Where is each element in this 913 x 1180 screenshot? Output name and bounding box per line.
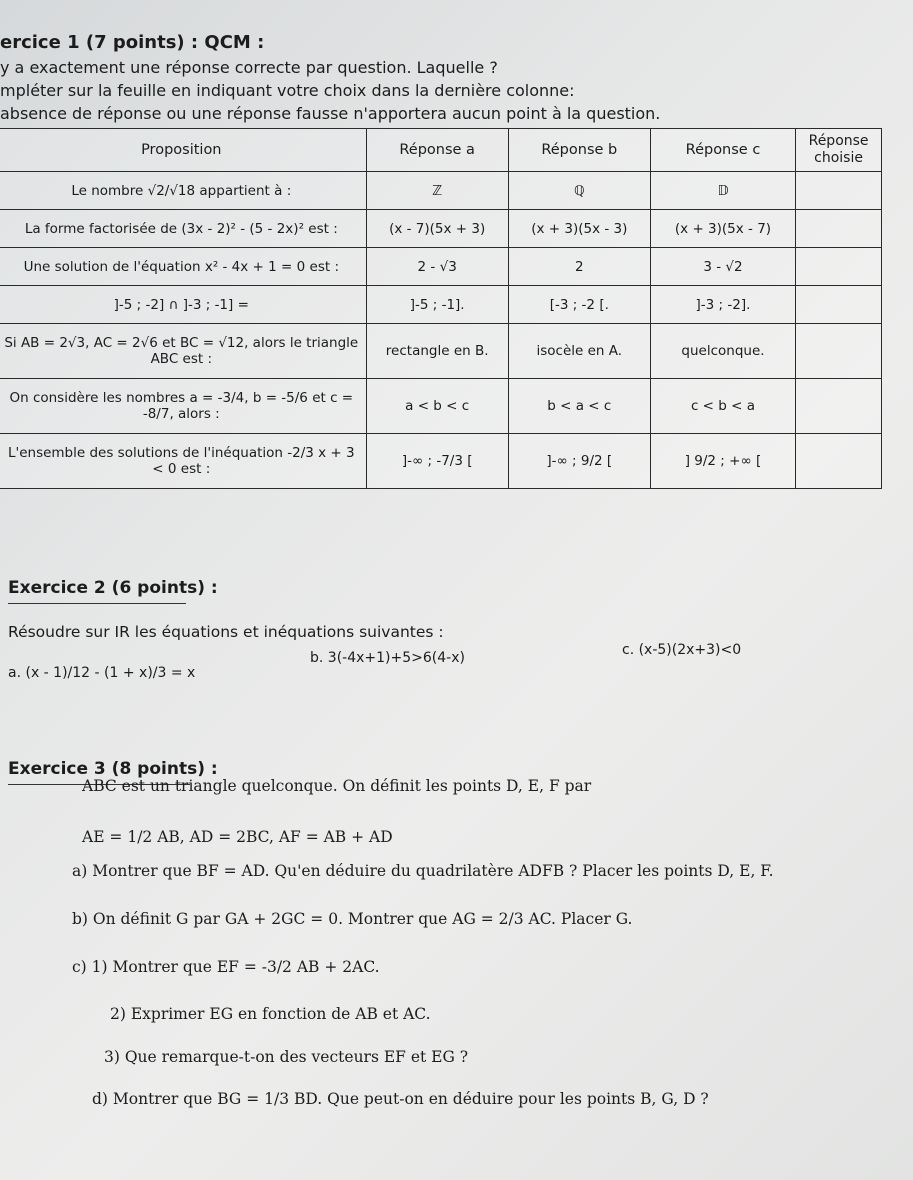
answer-c-cell: 𝔻 (650, 172, 795, 210)
answer-b-cell: 2 (508, 248, 650, 286)
qcm-table (0, 128, 882, 489)
header-answer-a: Réponse a (366, 129, 508, 172)
answer-a-cell: rectangle en B. (366, 324, 508, 379)
exercise-2-intro: Résoudre sur IR les équations et inéquations suivantes : (8, 623, 444, 641)
header-proposition: Proposition (0, 129, 366, 172)
choice-cell[interactable] (796, 434, 882, 489)
table-row (0, 324, 882, 379)
table-row (0, 379, 882, 434)
answer-b-cell: isocèle en A. (508, 324, 650, 379)
exercise-1-line-1: y a exactement une réponse correcte par question. Laquelle ? (0, 58, 498, 77)
answer-b-cell: [-3 ; -2 [. (508, 286, 650, 324)
exercise-2-item-b: b. 3(-4x+1)+5>6(4-x) (310, 650, 465, 666)
question-cell: L'ensemble des solutions de l'inéquation -2/3 x + 3 < 0 est : (0, 434, 366, 489)
exercise-3-definitions: AE = 1/2 AB, AD = 2BC, AF = AB + AD (82, 828, 393, 846)
exercise-3-question-a: a) Montrer que BF = AD. Qu'en déduire du quadrilatère ADFB ? Placer les points D, E, F. (72, 862, 774, 880)
exercise-3-question-d: d) Montrer que BG = 1/3 BD. Que peut-on en déduire pour les points B, G, D ? (92, 1090, 709, 1108)
answer-a-cell: a < b < c (366, 379, 508, 434)
answer-b-cell: ℚ (508, 172, 650, 210)
choice-cell[interactable] (796, 172, 882, 210)
answer-a-cell: 2 - √3 (366, 248, 508, 286)
question-cell: Une solution de l'équation x² - 4x + 1 = 0 est : (0, 248, 366, 286)
exercise-3-title (8, 759, 218, 779)
exercise-2-title (8, 578, 218, 598)
question-cell: ]-5 ; -2] ∩ ]-3 ; -1] = (0, 286, 366, 324)
answer-a-cell: ]-5 ; -1]. (366, 286, 508, 324)
answer-c-cell: c < b < a (650, 379, 795, 434)
header-chosen-answer: Réponse choisie (796, 129, 882, 172)
exercise-1-line-3: absence de réponse ou une réponse fausse n'apportera aucun point à la question. (0, 104, 661, 123)
header-answer-b: Réponse b (508, 129, 650, 172)
exercise-3-question-c1: c) 1) Montrer que EF = -3/2 AB + 2AC. (72, 958, 380, 976)
choice-cell[interactable] (796, 210, 882, 248)
table-row (0, 434, 882, 489)
exercise-2-underline (8, 603, 186, 604)
exercise-2-item-a: a. (x - 1)/12 - (1 + x)/3 = x (8, 665, 196, 681)
answer-c-cell: 3 - √2 (650, 248, 795, 286)
table-row (0, 172, 882, 210)
exercise-3-heading: Exercice 3 (8 points) : (8, 759, 218, 779)
question-cell: Si AB = 2√3, AC = 2√6 et BC = √12, alors le triangle ABC est : (0, 324, 366, 379)
answer-c-cell: (x + 3)(5x - 7) (650, 210, 795, 248)
exercise-3-question-c3: 3) Que remarque-t-on des vecteurs EF et EG ? (104, 1048, 469, 1066)
answer-b-cell: ]-∞ ; 9/2 [ (508, 434, 650, 489)
answer-a-cell: ]-∞ ; -7/3 [ (366, 434, 508, 489)
exercise-1-title: ercice 1 (7 points) : QCM : (0, 32, 265, 53)
exercise-3-intro: ABC est un triangle quelconque. On définit les points D, E, F par (82, 777, 592, 795)
question-cell: La forme factorisée de (3x - 2)² - (5 - 2x)² est : (0, 210, 366, 248)
header-answer-c: Réponse c (650, 129, 795, 172)
choice-cell[interactable] (796, 324, 882, 379)
answer-b-cell: b < a < c (508, 379, 650, 434)
table-header-row (0, 129, 882, 172)
table-row (0, 248, 882, 286)
exercise-3-question-b: b) On définit G par GA + 2GC = 0. Montrer que AG = 2/3 AC. Placer G. (72, 910, 633, 928)
choice-cell[interactable] (796, 286, 882, 324)
exercise-2-item-c: c. (x-5)(2x+3)<0 (622, 642, 742, 658)
exercise-1-line-2: mpléter sur la feuille en indiquant votre choix dans la dernière colonne: (0, 81, 575, 100)
choice-cell[interactable] (796, 248, 882, 286)
question-cell: On considère les nombres a = -3/4, b = -5/6 et c = -8/7, alors : (0, 379, 366, 434)
table-row (0, 286, 882, 324)
exercise-3-question-c2: 2) Exprimer EG en fonction de AB et AC. (110, 1005, 431, 1023)
table-row (0, 210, 882, 248)
exercise-2-heading: Exercice 2 (6 points) : (8, 578, 218, 598)
answer-c-cell: ] 9/2 ; +∞ [ (650, 434, 795, 489)
answer-c-cell: ]-3 ; -2]. (650, 286, 795, 324)
question-cell: Le nombre √2/√18 appartient à : (0, 172, 366, 210)
answer-c-cell: quelconque. (650, 324, 795, 379)
answer-b-cell: (x + 3)(5x - 3) (508, 210, 650, 248)
answer-a-cell: (x - 7)(5x + 3) (366, 210, 508, 248)
choice-cell[interactable] (796, 379, 882, 434)
answer-a-cell: ℤ (366, 172, 508, 210)
